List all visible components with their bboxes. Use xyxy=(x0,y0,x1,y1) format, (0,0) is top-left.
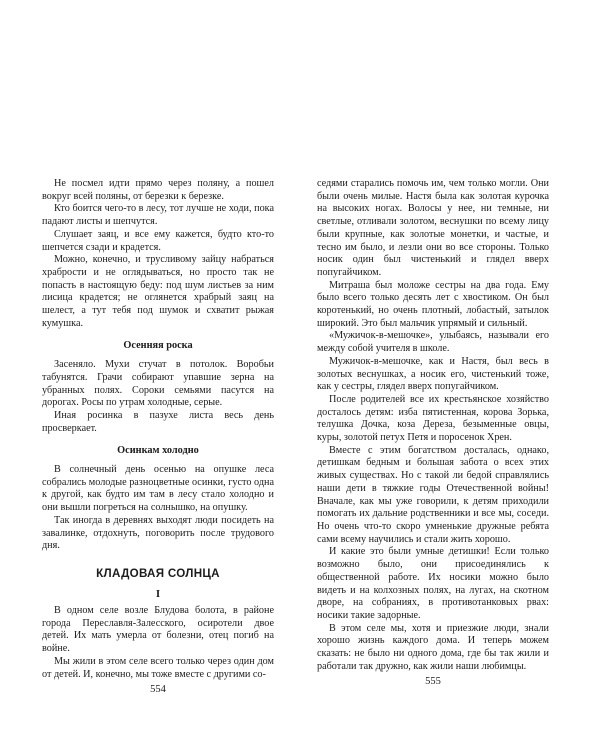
paragraph: Засеняло. Мухи стучат в потолок. Воробьи табунятся. Грачи собирают упавшие зерна на убранных полях. Сороки семьями пасутся на дорогах. Росы по утрам холодные, серые. xyxy=(42,359,274,409)
paragraph: седями старались помочь им, чем только могли. Они были очень милые. Настя была как золотая курочка на высоких ногах. Волосы у нее, ни темные, ни светлые, отливали золотом, веснушки по всему лицу были крупные, как золотые монетки, и частые, и тесно им было, и лезли они во все стороны. Только носик один был чистенький и глядел вверх попугайчиком. xyxy=(317,178,549,278)
page-number-left: 554 xyxy=(150,684,166,696)
paragraph: Слушает заяц, и все ему кажется, будто кто-то шепчется сзади и крадется. xyxy=(42,228,274,253)
part-number: I xyxy=(155,587,161,600)
paragraph: Кто боится чего-то в лесу, тот лучше не ходи, пока падают листы и шепчутся. xyxy=(42,203,274,228)
paragraph: И какие это были умные детишки! Если только возможно было, они присоединялись к общественной работе. Их носики можно было видеть и на колхозных полях, на лугах, на скотном дворе, на собраниях, в противотанковых рвах: носики такие задорные. xyxy=(317,546,549,621)
paragraph: После родителей все их крестьянское хозяйство досталось детям: изба пятистенная, корова Зорька, телушка Дочка, коза Дереза, безыменные овцы, куры, золотой петух Петя и поросенок Хрен. xyxy=(317,393,549,444)
paragraph: Иная росинка в пазухе листа весь день просверкает. xyxy=(42,409,274,434)
paragraph: В этом селе мы, хотя и приезжие люди, знали хорошо жизнь каждого дома. И теперь можем сказать: не было ни одного дома, где бы так жили и работали так дружно, как жили наши любимцы. xyxy=(317,622,549,672)
paragraph: «Мужичок-в-мешочке», улыбаясь, называли его между собой учителя в школе. xyxy=(317,330,549,355)
paragraph: Митраша был моложе сестры на два года. Ему было всего только десять лет с хвостиком. Он был коротенький, но очень плотный, лобастый, затылок широкий. Это был мальчик упрямый и сильный. xyxy=(317,279,549,329)
paragraph: Так иногда в деревнях выходят люди посидеть на завалинке, отдохнуть, поговорить после трудового дня. xyxy=(42,514,274,552)
paragraph: Не посмел идти прямо через поляну, а пошел вокруг всей поляны, от березки к березке. xyxy=(42,178,274,202)
paragraph: В одном селе возле Блудова болота, в районе города Переславля-Залесского, осиротели двое детей. Их мать умерла от болезни, отец погиб на войне. xyxy=(42,604,274,655)
left-page xyxy=(42,178,274,696)
right-page xyxy=(317,178,549,688)
paragraph: Вместе с этим богатством досталась, однако, детишкам бедным и большая забота о всех этих живых существах. Но с такой ли бедой справлялись наши дети в тяжкие годы Отечественной войны! Вначале, как мы уже говорили, к детям приходили помогать их дальние родственники и все мы, соседи. Но очень что-то скоро умненькие дружные ребята сами всему научились и стали жить хорошо. xyxy=(317,444,549,545)
section-heading-osennyaya-roska: Осенняя роска xyxy=(123,340,193,352)
page-number-right: 555 xyxy=(425,676,441,688)
paragraph: Мы жили в этом селе всего только через один дом от детей. И, конечно, мы тоже вместе с другими со- xyxy=(42,655,274,680)
chapter-title: КЛАДОВАЯ СОЛНЦА xyxy=(96,566,220,580)
paragraph: Мужичок-в-мешочке, как и Настя, был весь в золотых веснушках, а носик его, чистенький тоже, как у сестры, глядел вверх попугайчиком. xyxy=(317,355,549,393)
paragraph: В солнечный день осенью на опушке леса собрались молодые разноцветные осинки, густо одна к другой, как будто им там в лесу стало холодно и они вышли погреться на солнышко, на опушку. xyxy=(42,464,274,514)
section-heading-osinkam-holodno: Осинкам холодно xyxy=(117,445,199,457)
paragraph: Можно, конечно, и трусливому зайцу набраться храбрости и не оглядываться, но просто так не попасть в настоящую беду: под шум листьев за ним лисица крадется; не оглянется храбрый заяц на шелест, а тут тебя под шумок и схватит рыжая кумушка. xyxy=(42,254,274,329)
